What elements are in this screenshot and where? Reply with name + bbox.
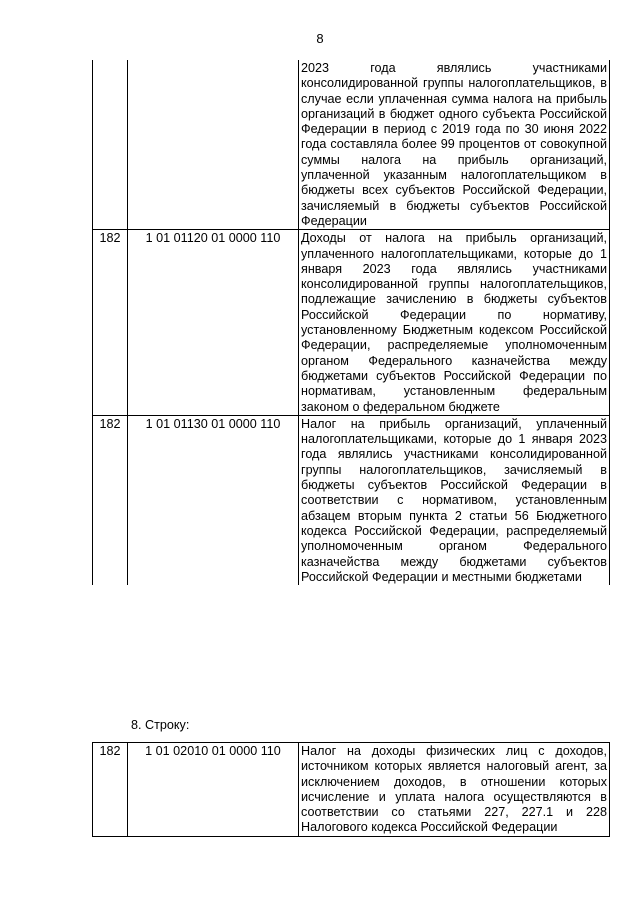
description-cell: Налог на прибыль организаций, уплаченный налогоплательщиками, которые до 1 января 2023 года являлись участниками консолидированной группы налогоплательщиков, зачисляемый в бюджеты субъектов Российской Федерации в соответствии с нормативом, установленным абзацем вторым пункта 2 статьи 56 Бюджетного кодекса Российской Федерации, распределяемый уполномоченным органом Федерального казначейства между бюджетами субъектов Российской Федерации и местными бюджетами — [299, 415, 610, 585]
table-row — [93, 415, 610, 585]
admin-code-cell: 182 — [93, 743, 128, 837]
kbk-code-cell — [128, 60, 299, 230]
table-row — [93, 230, 610, 416]
table-row — [93, 60, 610, 230]
kbk-code-cell: 1 01 01120 01 0000 110 — [128, 230, 299, 416]
description-cell: Налог на доходы физических лиц с доходов, источником которых является налоговый агент, за исключением доходов, в отношении которых исчисление и уплата налога осуществляются в соответствии со статьями 227, 227.1 и 228 Налогового кодекса Российской Федерации — [299, 743, 610, 837]
kbk-code-cell: 1 01 02010 01 0000 110 — [128, 743, 299, 837]
description-cell: Доходы от налога на прибыль организаций, уплаченного налогоплательщиками, которые до 1 января 2023 года являлись участниками консолидированной группы налогоплательщиков, подлежащие зачислению в бюджеты субъектов Российской Федерации по нормативу, установленному Бюджетным кодексом Российской Федерации, распределяемые уполномоченным органом Федерального казначейства между бюджетами субъектов Российской Федерации по нормативам, установленным федеральным законом о федеральном бюджете — [299, 230, 610, 416]
section-label: 8. Строку: — [131, 718, 190, 732]
income-codes-table-replacement — [92, 742, 610, 837]
description-cell: 2023 года являлись участниками консолидированной группы налогоплательщиков, в случае если уплаченная сумма налога на прибыль организаций в бюджет одного субъекта Российской Федерации в период с 2019 года по 30 июня 2022 года составляла более 99 процентов от совокупной суммы налога на прибыль организаций, уплаченной указанным налогоплательщиком в бюджеты всех субъектов Российской Федерации, зачисляемый в бюджеты субъектов Российской Федерации — [299, 60, 610, 230]
admin-code-cell: 182 — [93, 230, 128, 416]
admin-code-cell: 182 — [93, 415, 128, 585]
admin-code-cell — [93, 60, 128, 230]
page-number: 8 — [316, 31, 324, 46]
income-codes-table-continued — [92, 60, 610, 585]
table-row — [93, 743, 610, 837]
kbk-code-cell: 1 01 01130 01 0000 110 — [128, 415, 299, 585]
